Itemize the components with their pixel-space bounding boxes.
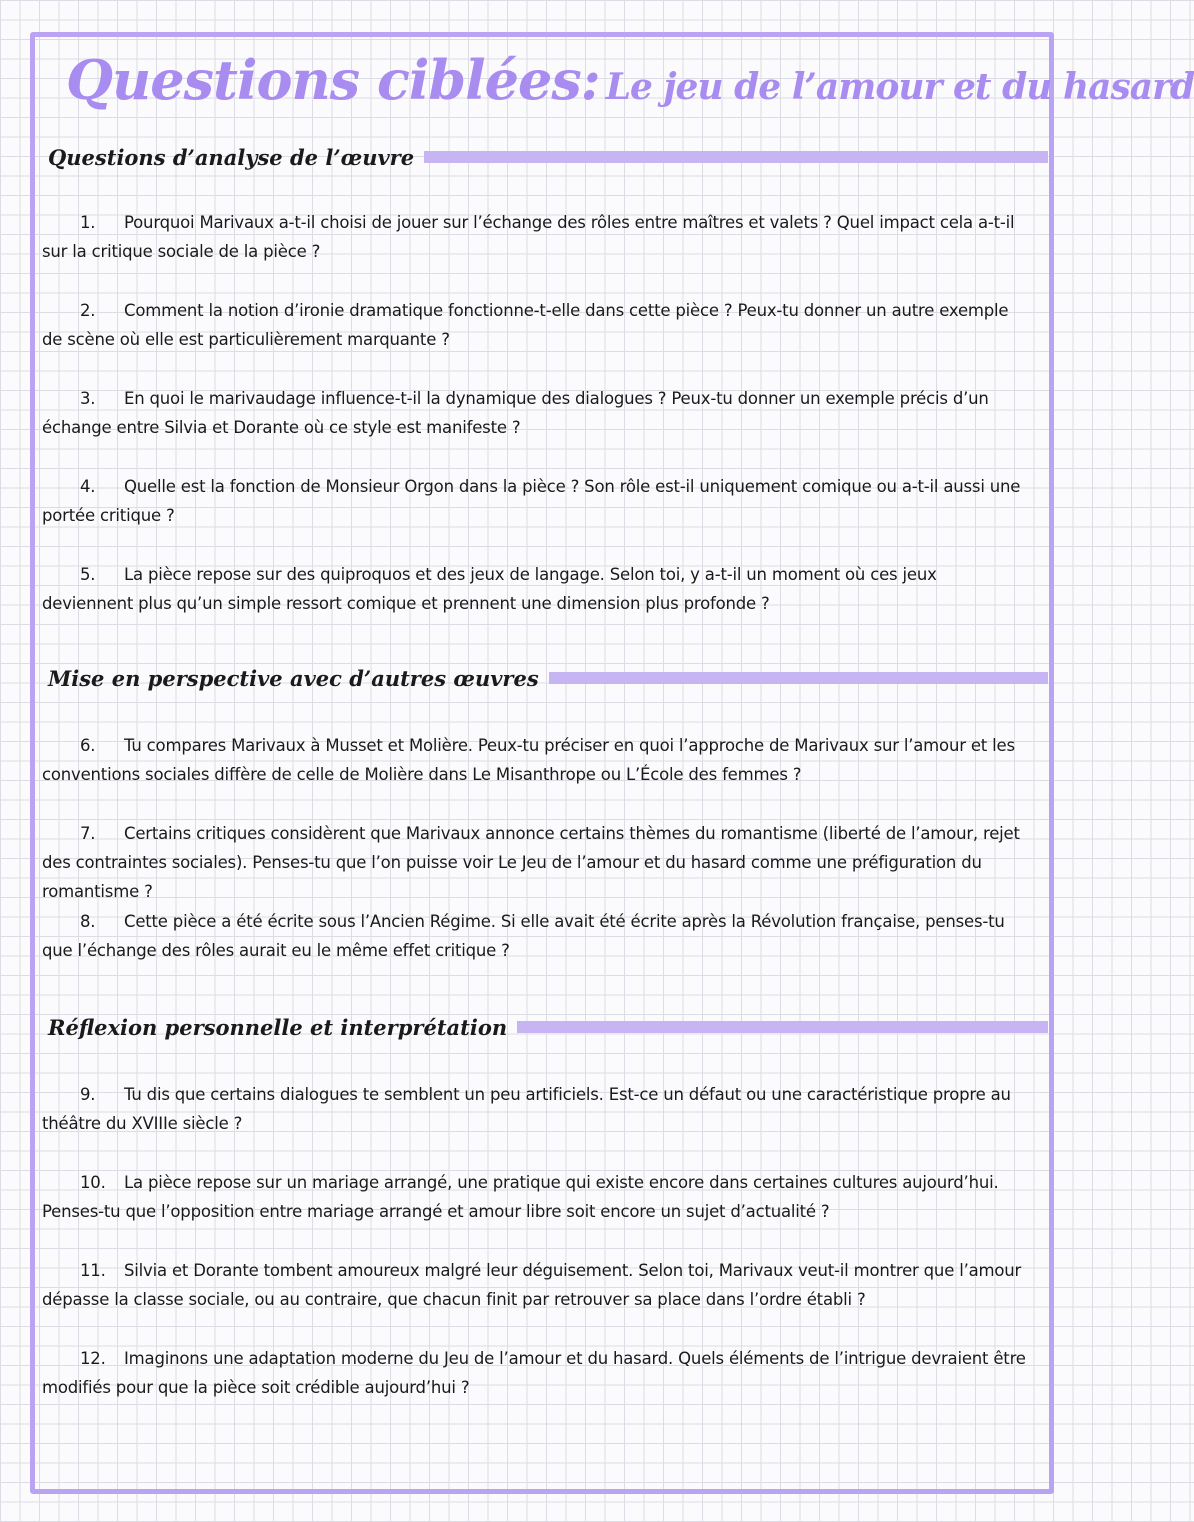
question-item (42, 819, 1032, 906)
section-heading-label: Réflexion personnelle et interprétation (48, 1014, 508, 1040)
title-main: Questions ciblées: (66, 48, 600, 112)
question-text: Imaginons une adaptation moderne du Jeu de l’amour et du hasard. Quels éléments de l’intrigue devraient être modifiés pour que la pièce soit crédible aujourd’hui ? (42, 1349, 1026, 1397)
question-number: 8. (80, 912, 96, 931)
question-text: La pièce repose sur un mariage arrangé, une pratique qui existe encore dans certaines cultures aujourd’hui. Penses-tu que l’opposition entre mariage arrangé et amour libre soit encore un sujet d’actualité ? (42, 1173, 999, 1221)
question-item (42, 731, 1032, 789)
question-text: Certains critiques considèrent que Marivaux annonce certains thèmes du romantisme (liberté de l’amour, rejet des contraintes sociales). Penses-tu que l’on puisse voir Le Jeu de l’amour et du hasard comme une préfiguration du romantisme ? (42, 824, 1020, 901)
question-number: 5. (80, 565, 96, 584)
question-number: 3. (80, 389, 96, 408)
question-text: Silvia et Dorante tombent amoureux malgré leur déguisement. Selon toi, Marivaux veut-il montrer que l’amour dépasse la classe sociale, ou au contraire, que chacun finit par retrouver sa place dans l’ordre établi ? (42, 1261, 1022, 1309)
question-item (42, 208, 1032, 266)
section-heading-label: Questions d’analyse de l’œuvre (48, 144, 415, 170)
question-item (42, 384, 1032, 442)
question-item (42, 560, 1032, 618)
question-item (42, 296, 1032, 354)
question-number: 12. (80, 1349, 106, 1368)
question-text: Pourquoi Marivaux a-t-il choisi de jouer sur l’échange des rôles entre maîtres et valets ? Quel impact cela a-t-il sur la critique sociale de la pièce ? (42, 213, 1015, 261)
question-text: La pièce repose sur des quiproquos et des jeux de langage. Selon toi, y a-t-il un moment où ces jeux deviennent plus qu’un simple ressort comique et prennent une dimension plus profonde ? (42, 565, 937, 613)
question-text: Quelle est la fonction de Monsieur Orgon dans la pièce ? Son rôle est-il uniquement comique ou a-t-il aussi une portée critique ? (42, 477, 1021, 525)
section-heading-perspective (48, 661, 1048, 695)
question-number: 4. (80, 477, 96, 496)
question-item (42, 1344, 1032, 1402)
question-number: 11. (80, 1261, 106, 1280)
section-heading-bar (549, 672, 1048, 684)
question-number: 1. (80, 213, 96, 232)
section-heading-analyse (48, 140, 1048, 174)
question-item (42, 472, 1032, 530)
question-text: Tu compares Marivaux à Musset et Molière. Peux-tu préciser en quoi l’approche de Marivaux sur l’amour et les conventions sociales diffère de celle de Molière dans Le Misanthrope ou L’École des femmes ? (42, 736, 1015, 784)
question-item (42, 1256, 1032, 1314)
question-number: 2. (80, 301, 96, 320)
section-heading-label: Mise en perspective avec d’autres œuvres (48, 665, 539, 691)
section-heading-bar (424, 151, 1048, 163)
question-number: 7. (80, 824, 96, 843)
title-subtitle: Le jeu de l’amour et du hasard (605, 66, 1194, 108)
question-number: 9. (80, 1085, 96, 1104)
question-text: Cette pièce a été écrite sous l’Ancien Régime. Si elle avait été écrite après la Révolution française, penses-tu que l’échange des rôles aurait eu le même effet critique ? (42, 912, 1005, 960)
question-text: En quoi le marivaudage influence-t-il la dynamique des dialogues ? Peux-tu donner un exemple précis d’un échange entre Silvia et Dorante où ce style est manifeste ? (42, 389, 989, 437)
section-heading-reflexion (48, 1010, 1048, 1044)
question-text: Tu dis que certains dialogues te semblent un peu artificiels. Est-ce un défaut ou une caractéristique propre au théâtre du XVIIIe siècle ? (42, 1085, 1011, 1133)
question-text: Comment la notion d’ironie dramatique fonctionne-t-elle dans cette pièce ? Peux-tu donner un autre exemple de scène où elle est particulièrement marquante ? (42, 301, 1009, 349)
question-number: 10. (80, 1173, 106, 1192)
question-item (42, 1168, 1032, 1226)
section-heading-bar (517, 1021, 1048, 1033)
question-item (42, 1080, 1032, 1138)
question-item (42, 907, 1032, 965)
question-number: 6. (80, 736, 96, 755)
page-title (66, 48, 1194, 112)
